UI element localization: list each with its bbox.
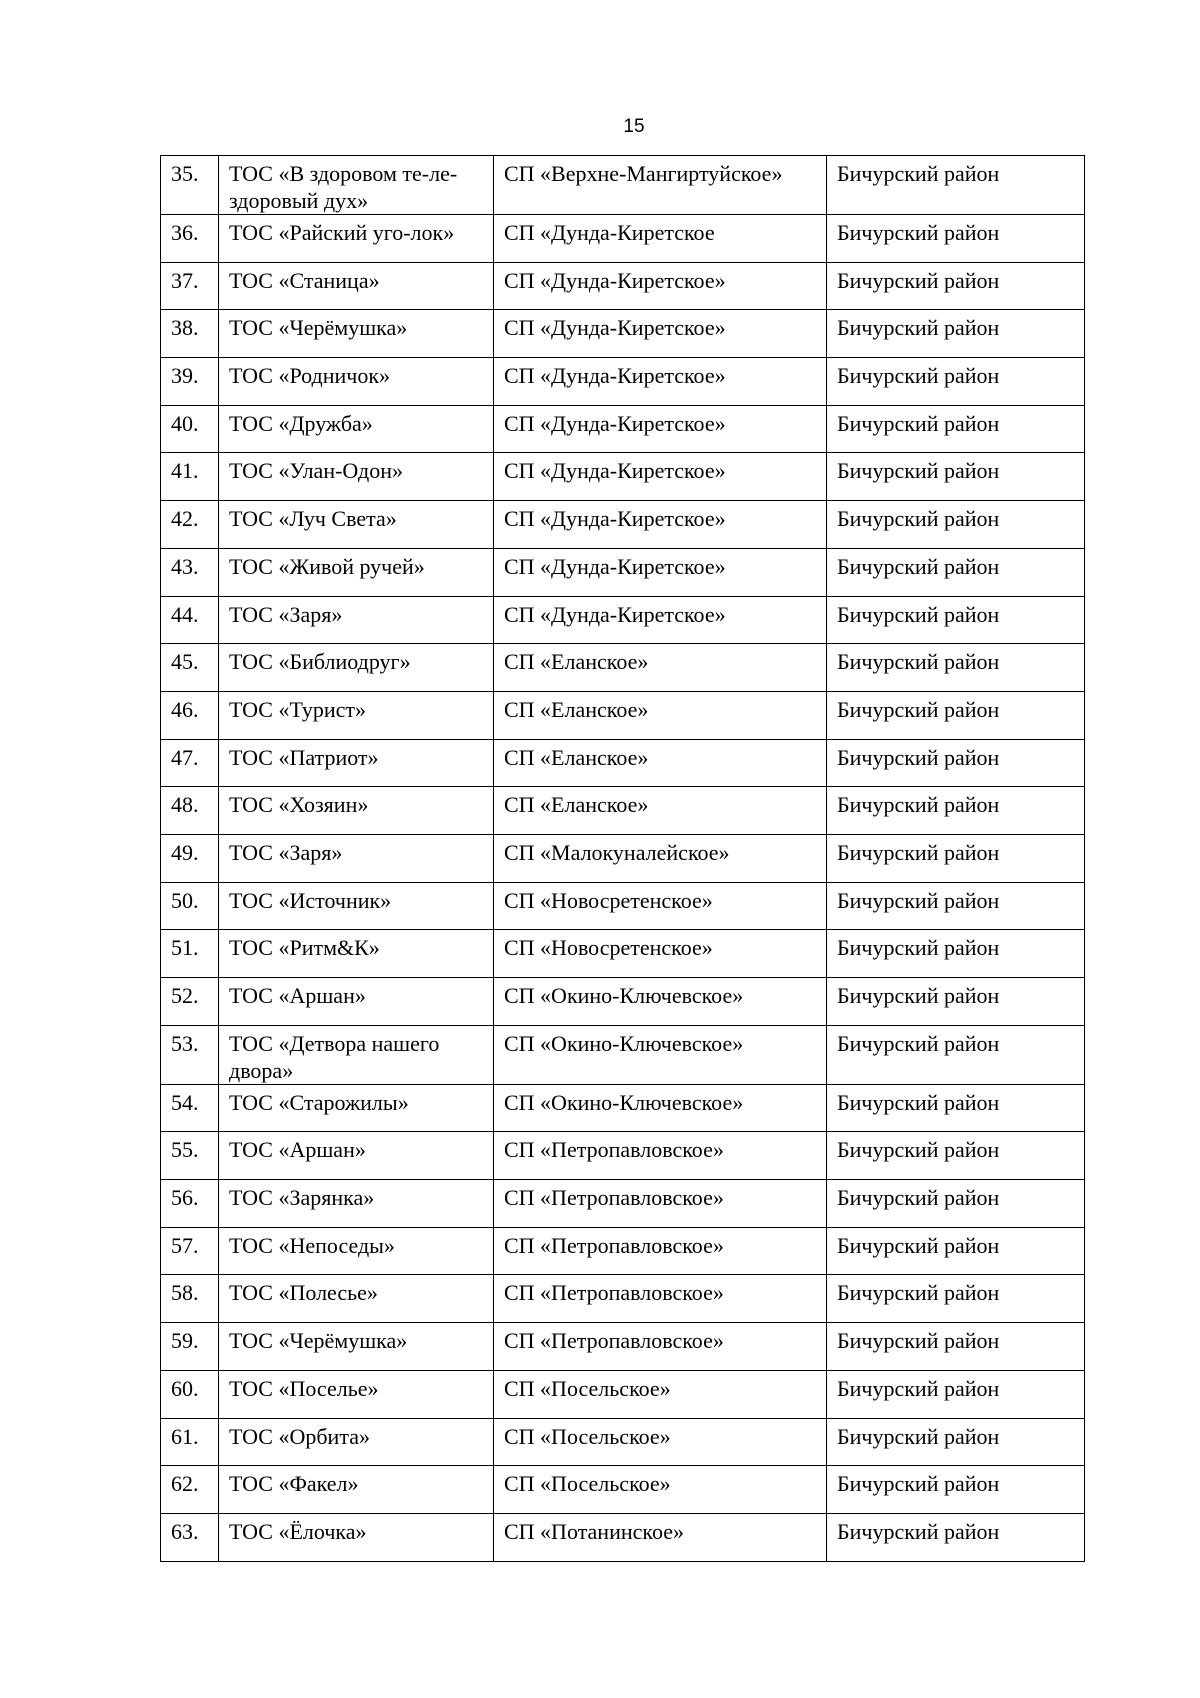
row-number-cell: 44. bbox=[161, 596, 219, 644]
table-row bbox=[161, 1370, 1085, 1418]
tos-name-cell: ТОС «Источник» bbox=[219, 882, 494, 930]
settlement-cell: СП «Дунда-Киретское» bbox=[494, 310, 827, 358]
settlement-cell: СП «Петропавловское» bbox=[494, 1323, 827, 1371]
tos-name-cell: ТОС «Дружба» bbox=[219, 405, 494, 453]
row-number-cell: 63. bbox=[161, 1513, 219, 1561]
tos-registry-table bbox=[160, 155, 1085, 1562]
settlement-cell: СП «Дунда-Киретское» bbox=[494, 262, 827, 310]
settlement-cell: СП «Дунда-Киретское» bbox=[494, 548, 827, 596]
district-cell: Бичурский район bbox=[827, 405, 1085, 453]
table-row bbox=[161, 691, 1085, 739]
table-row bbox=[161, 1466, 1085, 1514]
district-cell: Бичурский район bbox=[827, 882, 1085, 930]
row-number-cell: 40. bbox=[161, 405, 219, 453]
district-cell: Бичурский район bbox=[827, 1323, 1085, 1371]
row-number-cell: 54. bbox=[161, 1084, 219, 1132]
district-cell: Бичурский район bbox=[827, 548, 1085, 596]
tos-name-cell: ТОС «Ритм&К» bbox=[219, 930, 494, 978]
tos-name-cell: ТОС «Турист» bbox=[219, 691, 494, 739]
district-cell: Бичурский район bbox=[827, 691, 1085, 739]
district-cell: Бичурский район bbox=[827, 644, 1085, 692]
table-body bbox=[161, 156, 1085, 1562]
table-row bbox=[161, 930, 1085, 978]
tos-name-cell: ТОС «Ёлочка» bbox=[219, 1513, 494, 1561]
tos-name-cell: ТОС «Патриот» bbox=[219, 739, 494, 787]
row-number-cell: 43. bbox=[161, 548, 219, 596]
settlement-cell: СП «Еланское» bbox=[494, 691, 827, 739]
settlement-cell: СП «Окино-Ключевское» bbox=[494, 1025, 827, 1084]
row-number-cell: 57. bbox=[161, 1227, 219, 1275]
settlement-cell: СП «Посельское» bbox=[494, 1418, 827, 1466]
settlement-cell: СП «Петропавловское» bbox=[494, 1275, 827, 1323]
district-cell: Бичурский район bbox=[827, 930, 1085, 978]
tos-name-cell: ТОС «Аршан» bbox=[219, 1132, 494, 1180]
tos-name-cell: ТОС «Райский уго-лок» bbox=[219, 215, 494, 263]
tos-name-cell: ТОС «Старожилы» bbox=[219, 1084, 494, 1132]
settlement-cell: СП «Петропавловское» bbox=[494, 1180, 827, 1228]
row-number-cell: 56. bbox=[161, 1180, 219, 1228]
tos-name-cell: ТОС «Станица» bbox=[219, 262, 494, 310]
tos-name-cell: ТОС «Заря» bbox=[219, 834, 494, 882]
table-row bbox=[161, 156, 1085, 215]
tos-name-cell: ТОС «Детвора нашего двора» bbox=[219, 1025, 494, 1084]
row-number-cell: 36. bbox=[161, 215, 219, 263]
tos-name-cell: ТОС «В здоровом те-ле-здоровый дух» bbox=[219, 156, 494, 215]
row-number-cell: 45. bbox=[161, 644, 219, 692]
tos-name-cell: ТОС «Хозяин» bbox=[219, 787, 494, 835]
settlement-cell: СП «Петропавловское» bbox=[494, 1132, 827, 1180]
district-cell: Бичурский район bbox=[827, 787, 1085, 835]
row-number-cell: 42. bbox=[161, 501, 219, 549]
table-row bbox=[161, 1323, 1085, 1371]
district-cell: Бичурский район bbox=[827, 834, 1085, 882]
row-number-cell: 52. bbox=[161, 978, 219, 1026]
table-row bbox=[161, 978, 1085, 1026]
settlement-cell: СП «Дунда-Киретское bbox=[494, 215, 827, 263]
tos-name-cell: ТОС «Орбита» bbox=[219, 1418, 494, 1466]
tos-name-cell: ТОС «Луч Света» bbox=[219, 501, 494, 549]
district-cell: Бичурский район bbox=[827, 978, 1085, 1026]
settlement-cell: СП «Потанинское» bbox=[494, 1513, 827, 1561]
district-cell: Бичурский район bbox=[827, 1132, 1085, 1180]
page-number: 15 bbox=[623, 116, 645, 137]
table-row bbox=[161, 787, 1085, 835]
tos-name-cell: ТОС «Библиодруг» bbox=[219, 644, 494, 692]
settlement-cell: СП «Посельское» bbox=[494, 1370, 827, 1418]
row-number-cell: 61. bbox=[161, 1418, 219, 1466]
table-row bbox=[161, 1025, 1085, 1084]
settlement-cell: СП «Дунда-Киретское» bbox=[494, 453, 827, 501]
district-cell: Бичурский район bbox=[827, 596, 1085, 644]
row-number-cell: 39. bbox=[161, 358, 219, 406]
settlement-cell: СП «Дунда-Киретское» bbox=[494, 501, 827, 549]
settlement-cell: СП «Окино-Ключевское» bbox=[494, 978, 827, 1026]
table-row bbox=[161, 1513, 1085, 1561]
tos-name-cell: ТОС «Черёмушка» bbox=[219, 310, 494, 358]
table-row bbox=[161, 358, 1085, 406]
district-cell: Бичурский район bbox=[827, 358, 1085, 406]
row-number-cell: 59. bbox=[161, 1323, 219, 1371]
tos-name-cell: ТОС «Полесье» bbox=[219, 1275, 494, 1323]
table-row bbox=[161, 834, 1085, 882]
table-row bbox=[161, 1180, 1085, 1228]
row-number-cell: 55. bbox=[161, 1132, 219, 1180]
table-row bbox=[161, 501, 1085, 549]
row-number-cell: 35. bbox=[161, 156, 219, 215]
settlement-cell: СП «Дунда-Киретское» bbox=[494, 405, 827, 453]
table-row bbox=[161, 1275, 1085, 1323]
tos-name-cell: ТОС «Поселье» bbox=[219, 1370, 494, 1418]
row-number-cell: 48. bbox=[161, 787, 219, 835]
table-row bbox=[161, 1418, 1085, 1466]
row-number-cell: 46. bbox=[161, 691, 219, 739]
settlement-cell: СП «Еланское» bbox=[494, 787, 827, 835]
district-cell: Бичурский район bbox=[827, 1180, 1085, 1228]
settlement-cell: СП «Малокуналейское» bbox=[494, 834, 827, 882]
table-row bbox=[161, 215, 1085, 263]
tos-name-cell: ТОС «Заря» bbox=[219, 596, 494, 644]
table-row bbox=[161, 882, 1085, 930]
district-cell: Бичурский район bbox=[827, 1418, 1085, 1466]
settlement-cell: СП «Еланское» bbox=[494, 644, 827, 692]
table-row bbox=[161, 644, 1085, 692]
tos-name-cell: ТОС «Непоседы» bbox=[219, 1227, 494, 1275]
row-number-cell: 41. bbox=[161, 453, 219, 501]
tos-name-cell: ТОС «Родничок» bbox=[219, 358, 494, 406]
tos-name-cell: ТОС «Черёмушка» bbox=[219, 1323, 494, 1371]
district-cell: Бичурский район bbox=[827, 262, 1085, 310]
table-row bbox=[161, 1227, 1085, 1275]
table-row bbox=[161, 453, 1085, 501]
district-cell: Бичурский район bbox=[827, 1466, 1085, 1514]
settlement-cell: СП «Верхне-Мангиртуйское» bbox=[494, 156, 827, 215]
table-row bbox=[161, 1132, 1085, 1180]
row-number-cell: 38. bbox=[161, 310, 219, 358]
row-number-cell: 62. bbox=[161, 1466, 219, 1514]
settlement-cell: СП «Новосретенское» bbox=[494, 930, 827, 978]
row-number-cell: 58. bbox=[161, 1275, 219, 1323]
table-row bbox=[161, 1084, 1085, 1132]
district-cell: Бичурский район bbox=[827, 215, 1085, 263]
row-number-cell: 53. bbox=[161, 1025, 219, 1084]
settlement-cell: СП «Окино-Ключевское» bbox=[494, 1084, 827, 1132]
district-cell: Бичурский район bbox=[827, 453, 1085, 501]
row-number-cell: 37. bbox=[161, 262, 219, 310]
tos-name-cell: ТОС «Зарянка» bbox=[219, 1180, 494, 1228]
settlement-cell: СП «Петропавловское» bbox=[494, 1227, 827, 1275]
row-number-cell: 47. bbox=[161, 739, 219, 787]
district-cell: Бичурский район bbox=[827, 1275, 1085, 1323]
district-cell: Бичурский район bbox=[827, 310, 1085, 358]
table-row bbox=[161, 405, 1085, 453]
settlement-cell: СП «Дунда-Киретское» bbox=[494, 596, 827, 644]
table-row bbox=[161, 596, 1085, 644]
district-cell: Бичурский район bbox=[827, 1513, 1085, 1561]
settlement-cell: СП «Дунда-Киретское» bbox=[494, 358, 827, 406]
table-row bbox=[161, 262, 1085, 310]
tos-name-cell: ТОС «Аршан» bbox=[219, 978, 494, 1026]
tos-name-cell: ТОС «Живой ручей» bbox=[219, 548, 494, 596]
district-cell: Бичурский район bbox=[827, 1370, 1085, 1418]
row-number-cell: 49. bbox=[161, 834, 219, 882]
table-row bbox=[161, 739, 1085, 787]
settlement-cell: СП «Еланское» bbox=[494, 739, 827, 787]
row-number-cell: 60. bbox=[161, 1370, 219, 1418]
tos-name-cell: ТОС «Улан-Одон» bbox=[219, 453, 494, 501]
tos-name-cell: ТОС «Факел» bbox=[219, 1466, 494, 1514]
row-number-cell: 50. bbox=[161, 882, 219, 930]
district-cell: Бичурский район bbox=[827, 1227, 1085, 1275]
settlement-cell: СП «Новосретенское» bbox=[494, 882, 827, 930]
district-cell: Бичурский район bbox=[827, 739, 1085, 787]
settlement-cell: СП «Посельское» bbox=[494, 1466, 827, 1514]
table-row bbox=[161, 548, 1085, 596]
district-cell: Бичурский район bbox=[827, 501, 1085, 549]
row-number-cell: 51. bbox=[161, 930, 219, 978]
table-row bbox=[161, 310, 1085, 358]
district-cell: Бичурский район bbox=[827, 156, 1085, 215]
district-cell: Бичурский район bbox=[827, 1084, 1085, 1132]
district-cell: Бичурский район bbox=[827, 1025, 1085, 1084]
